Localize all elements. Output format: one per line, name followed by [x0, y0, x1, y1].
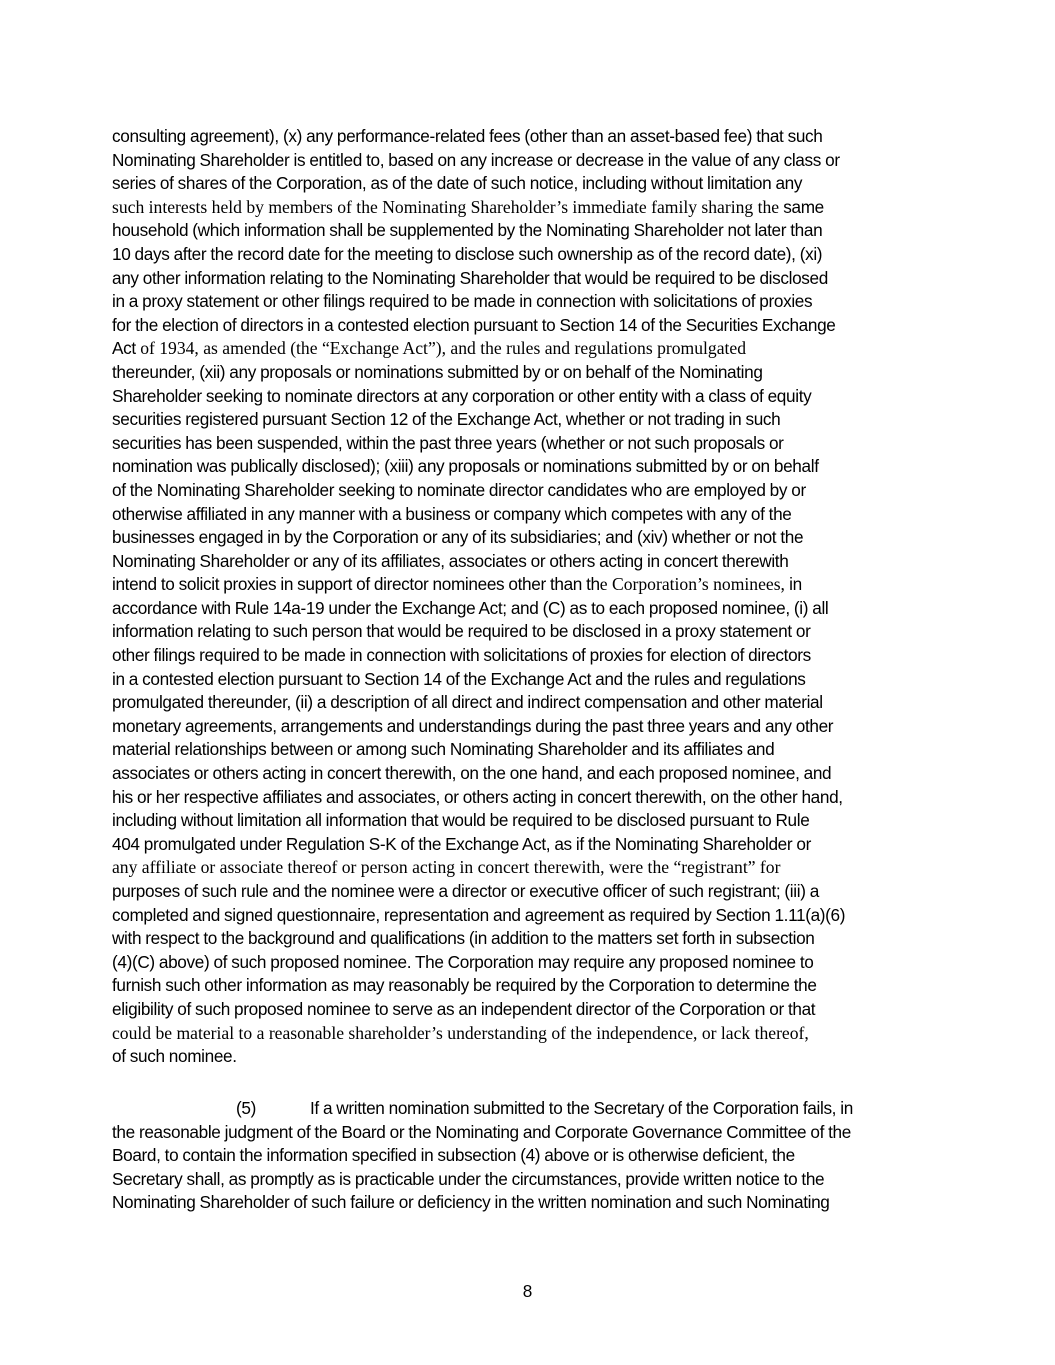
- text-run: intend to solicit proxies in support of director nominees other than th: [112, 574, 600, 595]
- text-line: Nominating Shareholder of such failure or deficiency in the written nomination and such Nominating: [112, 1192, 830, 1213]
- text-line: [112, 196, 950, 220]
- text-line: Nominating Shareholder or any of its affiliates, associates or others acting in concert therewith: [112, 550, 789, 571]
- text-line: other filings required to be made in connection with solicitations of proxies for election of directors: [112, 645, 811, 666]
- text-line: including without limitation all information that would be required to be disclosed pursuant to Rule: [112, 810, 810, 831]
- text-run: If a written nomination submitted to the Secretary of the Corporation fails, in: [310, 1098, 853, 1118]
- text-line: information relating to such person that would be required to be disclosed in a proxy statement or: [112, 621, 811, 642]
- text-line: 404 promulgated under Regulation S-K of the Exchange Act, as if the Nominating Shareholder or: [112, 833, 811, 854]
- text-line: any affiliate or associate thereof or person acting in concert therewith, were the “registrant” for: [112, 857, 781, 878]
- text-line: could be material to a reasonable shareholder’s understanding of the independence, or lack thereof,: [112, 1022, 809, 1043]
- text-run: same: [783, 196, 824, 217]
- numbered-paragraph: [112, 1097, 950, 1215]
- text-line: material relationships between or among such Nominating Shareholder and its affiliates and: [112, 739, 775, 760]
- text-line: businesses engaged in by the Corporation or any of its subsidiaries; and (xiv) whether or not the: [112, 527, 804, 548]
- text-line: series of shares of the Corporation, as of the date of such notice, including without limitation any: [112, 173, 803, 194]
- text-line: [112, 1097, 950, 1121]
- text-line: in a proxy statement or other filings required to be made in connection with solicitations of proxies: [112, 291, 813, 312]
- text-line: in a contested election pursuant to Section 14 of the Exchange Act and the rules and regulations: [112, 668, 806, 689]
- text-line: securities registered pursuant Section 12 of the Exchange Act, whether or not trading in such: [112, 409, 781, 430]
- text-line: promulgated thereunder, (ii) a description of all direct and indirect compensation and other material: [112, 692, 823, 713]
- text-line: Shareholder seeking to nominate directors at any corporation or other entity with a class of equity: [112, 385, 812, 406]
- text-line: 10 days after the record date for the meeting to disclose such ownership as of the record date), (xi): [112, 243, 823, 264]
- text-line: any other information relating to the Nominating Shareholder that would be required to be disclosed: [112, 267, 828, 288]
- text-line: Board, to contain the information specified in subsection (4) above or is otherwise deficient, the: [112, 1145, 795, 1166]
- text-line: with respect to the background and qualifications (in addition to the matters set forth in subsection: [112, 928, 815, 949]
- page-number: 8: [522, 1281, 533, 1301]
- text-line: accordance with Rule 14a-19 under the Exchange Act; and (C) as to each proposed nominee, (i) all: [112, 597, 829, 618]
- text-line: for the election of directors in a contested election pursuant to Section 14 of the Securities Exchange: [112, 314, 836, 335]
- text-line: household (which information shall be supplemented by the Nominating Shareholder not later than: [112, 220, 823, 241]
- text-run: of 1934, as amended (the “Exchange Act”), and the rules and regulations promulgated: [135, 338, 746, 359]
- text-line: of the Nominating Shareholder seeking to nominate director candidates who are employed by or: [112, 479, 806, 500]
- text-line: Nominating Shareholder is entitled to, based on any increase or decrease in the value of any class or: [112, 149, 840, 170]
- text-run: such interests held by members of the Nominating Shareholder’s immediate family sharing the: [112, 196, 780, 217]
- text-line: consulting agreement), (x) any performance-related fees (other than an asset-based fee) that such: [112, 126, 823, 146]
- text-line: eligibility of such proposed nominee to serve as an independent director of the Corporation or that: [112, 998, 816, 1019]
- text-line: thereunder, (xii) any proposals or nominations submitted by or on behalf of the Nominating: [112, 361, 763, 382]
- text-line: Secretary shall, as promptly as is practicable under the circumstances, provide written notice to the: [112, 1168, 825, 1189]
- text-line: furnish such other information as may reasonably be required by the Corporation to determine the: [112, 975, 817, 996]
- text-run: e Corporation’s nominees,: [599, 574, 785, 595]
- text-line: nomination was publically disclosed); (xiii) any proposals or nominations submitted by or on behalf: [112, 456, 819, 477]
- text-line: the reasonable judgment of the Board or the Nominating and Corporate Governance Committee of the: [112, 1121, 851, 1142]
- text-line: of such nominee.: [112, 1046, 237, 1067]
- text-line: monetary agreements, arrangements and understandings during the past three years and any other: [112, 715, 834, 736]
- paragraph-number: (5): [236, 1098, 256, 1118]
- text-line: purposes of such rule and the nominee were a director or executive officer of such registrant; (iii) a: [112, 881, 819, 901]
- text-line: associates or others acting in concert therewith, on the one hand, and each proposed nominee, and: [112, 763, 832, 784]
- text-line: completed and signed questionnaire, representation and agreement as required by Section 1.11(a)(6): [112, 904, 846, 925]
- text-line: (4)(C) above) of such proposed nominee. The Corporation may require any proposed nominee to: [112, 951, 814, 972]
- text-line: his or her respective affiliates and associates, or others acting in concert therewith, on the other hand,: [112, 786, 843, 807]
- text-run: Act: [112, 338, 136, 359]
- text-line: securities has been suspended, within the past three years (whether or not such proposals or: [112, 432, 784, 453]
- text-line: [112, 573, 950, 597]
- body-paragraph: [112, 125, 950, 1069]
- text-line: otherwise affiliated in any manner with a business or company which competes with any of the: [112, 503, 792, 524]
- text-run: in: [784, 574, 802, 595]
- text-line: [112, 337, 950, 361]
